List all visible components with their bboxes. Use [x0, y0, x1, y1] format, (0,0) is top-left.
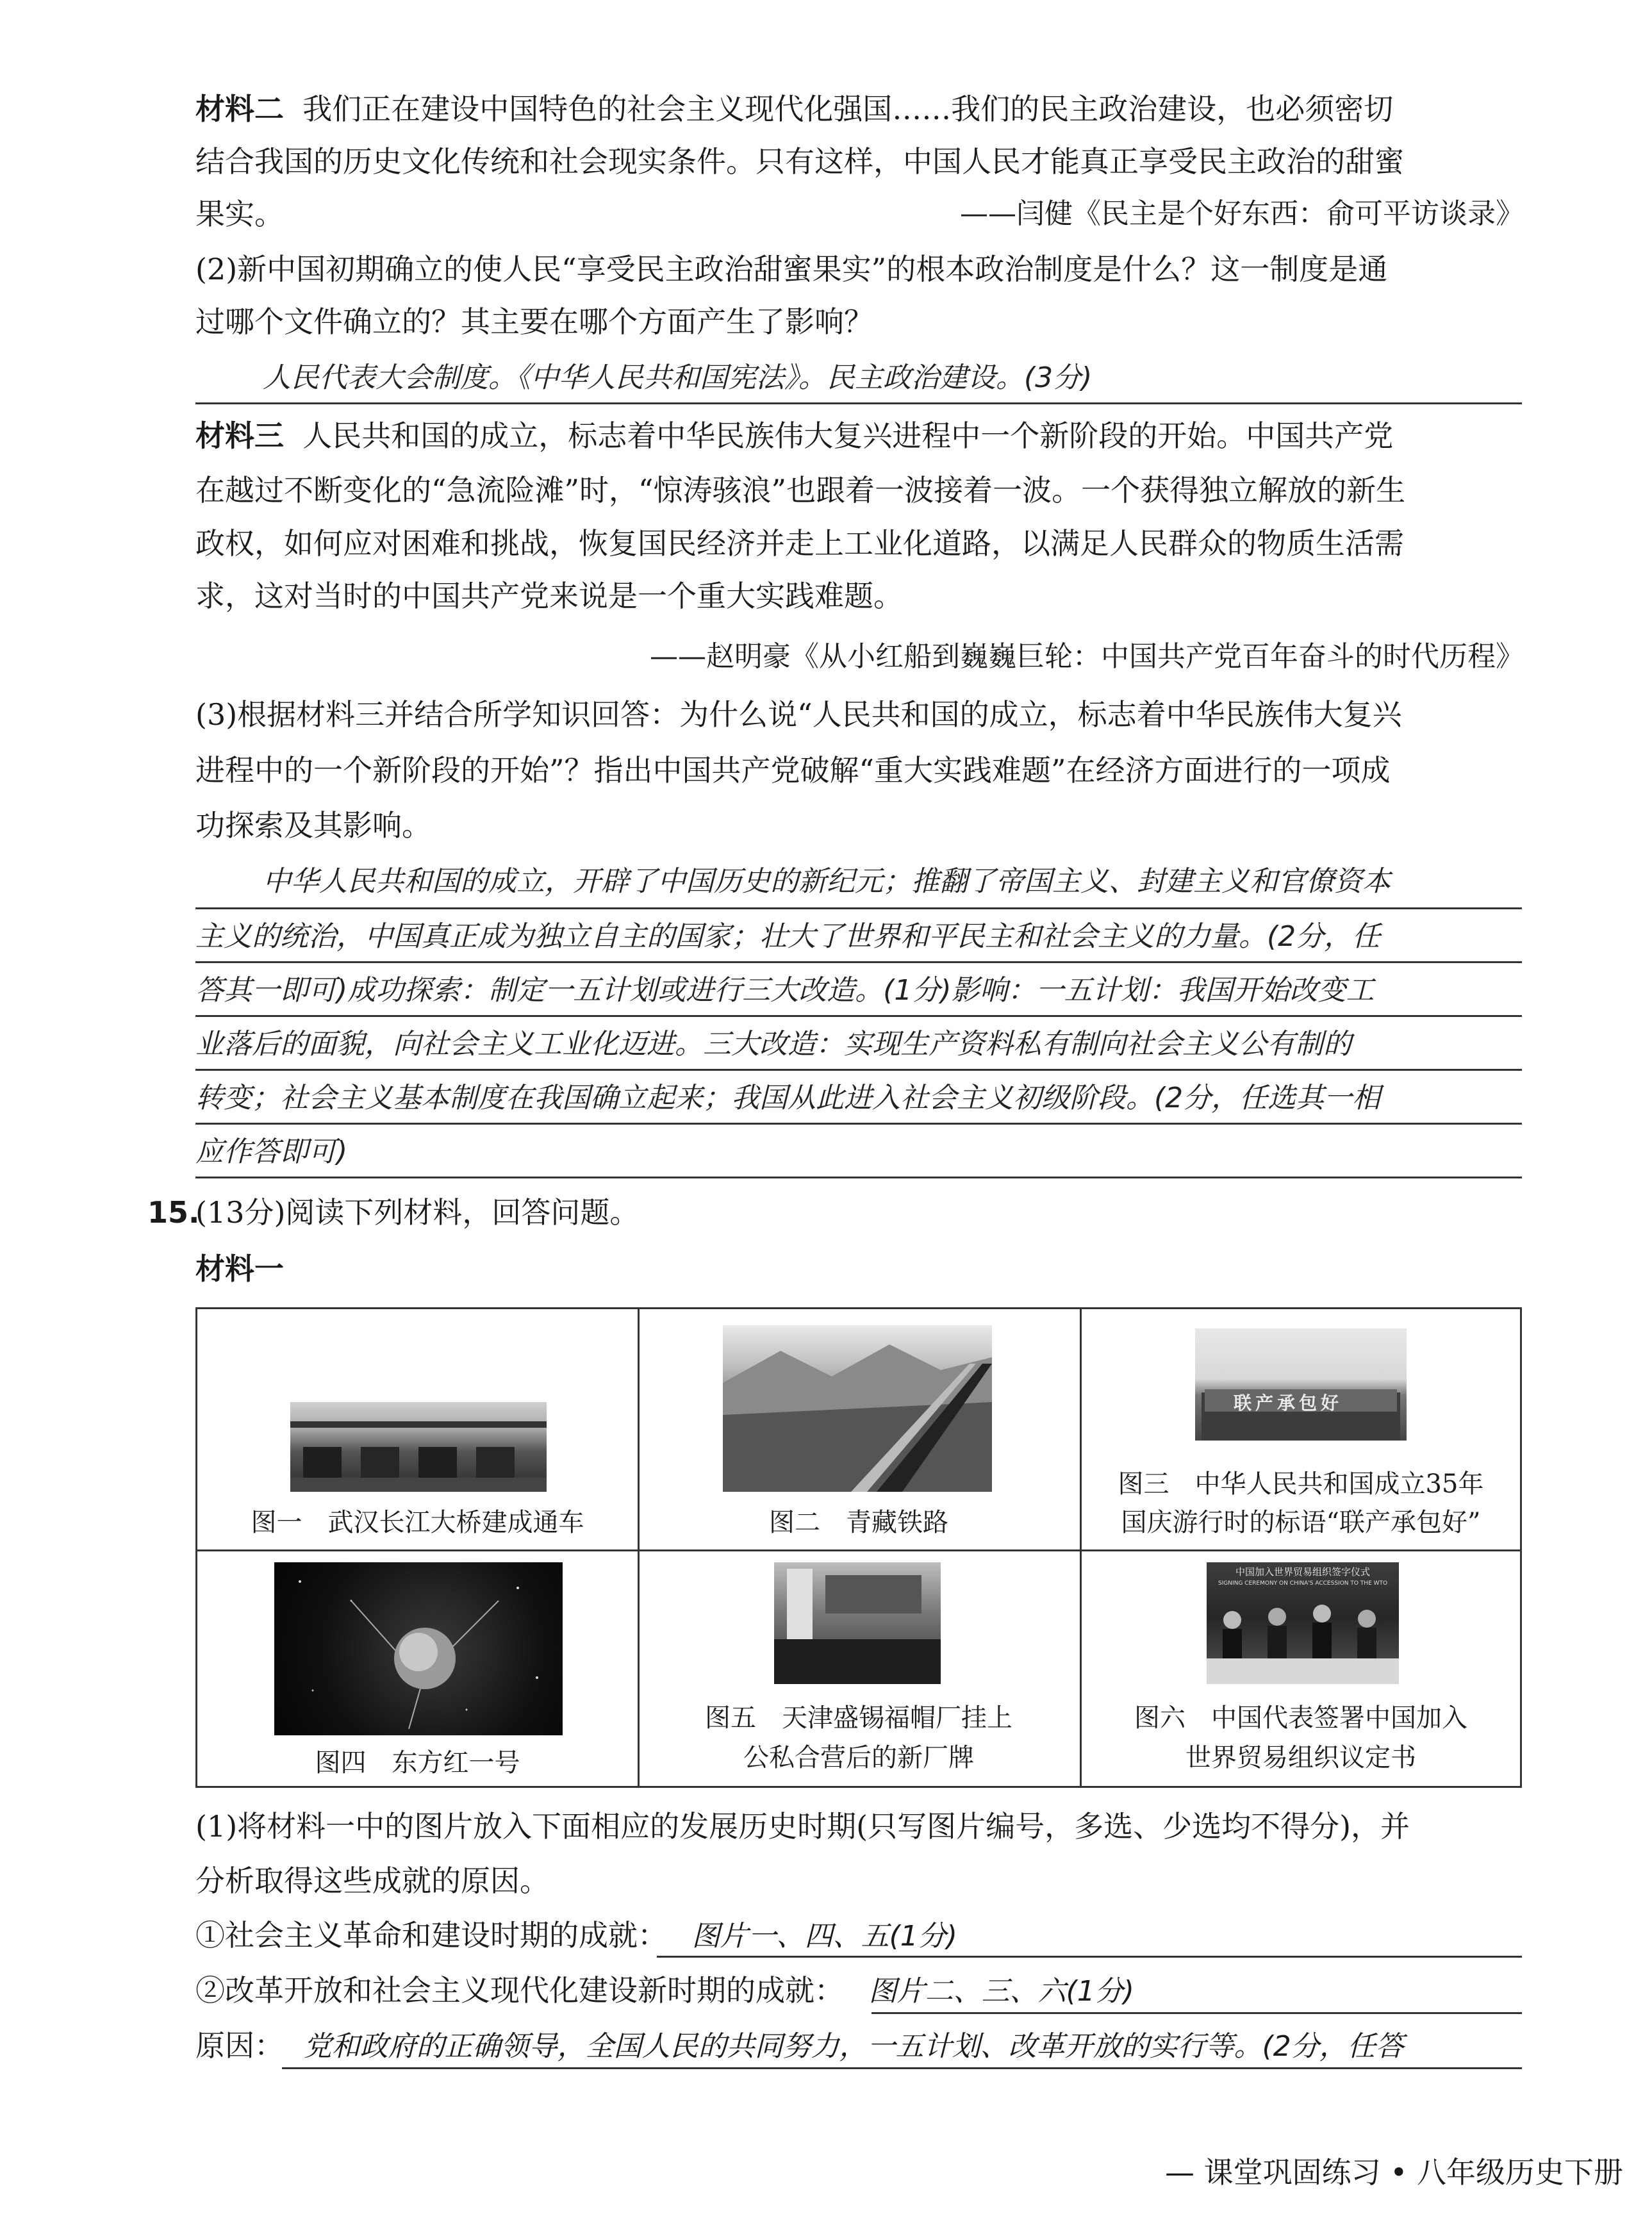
figure-caption: 图二 青藏铁路	[769, 1508, 948, 1537]
figure-caption: 图一 武汉长江大桥建成通车	[251, 1508, 584, 1537]
q3-answer-line: 答其一即可)成功探索：制定一五计划或进行三大改造。(1分)影响：一五计划：我国开始改变工	[195, 974, 1375, 1007]
page-footer: — 课堂巩固练习 • 八年级历史下册	[1165, 2155, 1623, 2190]
q3-line1: (3)根据材料三并结合所学知识回答：为什么说“人民共和国的成立，标志着中华民族伟大复兴	[195, 697, 1402, 732]
question-number: 15.	[147, 1195, 200, 1230]
q3-line3: 功探索及其影响。	[195, 808, 431, 843]
figure-caption: 图四 东方红一号	[315, 1748, 520, 1778]
photo-wuhan-bridge	[290, 1402, 547, 1492]
figure-caption: 国庆游行时的标语“联产承包好”	[1121, 1508, 1481, 1537]
figure-caption: 图六 中国代表签署中国加入	[1134, 1703, 1467, 1733]
period1-label: ①社会主义革命和建设时期的成就：	[195, 1918, 667, 1953]
answer-underline	[195, 1069, 1522, 1071]
answer-underline	[871, 2012, 1522, 2014]
photo-parade-slogan	[1195, 1328, 1407, 1441]
q3-answer-line: 转变；社会主义基本制度在我国确立起来；我国从此进入社会主义初级阶段。(2分，任选其一相	[195, 1082, 1381, 1114]
period2-answer: 图片二、三、六(1分)	[868, 1975, 1134, 2008]
material3-label: 材料三	[195, 418, 284, 453]
material2-line3: 果实。	[195, 197, 284, 231]
material3-text1: 人民共和国的成立，标志着中华民族伟大复兴进程中一个新阶段的开始。中国共产党	[302, 418, 1394, 453]
material3-line4: 求，这对当时的中国共产党来说是一个重大实践难题。	[195, 579, 903, 613]
q15-sub1-line1: (1)将材料一中的图片放入下面相应的发展历史时期(只写图片编号，多选、少选均不得分)，并	[195, 1809, 1410, 1844]
period1-answer: 图片一、四、五(1分)	[691, 1920, 957, 1953]
q3-line2: 进程中的一个新阶段的开始”？指出中国共产党破解“重大实践难题”在经济方面进行的一项成	[195, 753, 1391, 788]
material1-label: 材料一	[195, 1252, 284, 1286]
period1-row	[195, 1916, 1522, 1956]
answer-underline	[195, 402, 1522, 404]
answer-underline	[195, 1123, 1522, 1125]
photo-wto-signing	[1207, 1562, 1399, 1684]
material3-line3: 政权，如何应对困难和挑战，恢复国民经济并走上工业化道路，以满足人民群众的物质生活需	[195, 526, 1404, 561]
period2-label: ②改革开放和社会主义现代化建设新时期的成就：	[195, 1973, 844, 2008]
q3-answer-line: 主义的统治，中国真正成为独立自主的国家；壮大了世界和平民主和社会主义的力量。(2分，任	[195, 920, 1381, 953]
q15-sub1-line2: 分析取得这些成就的原因。	[195, 1863, 549, 1898]
answer-underline	[195, 1015, 1522, 1017]
figure-caption: 公私合营后的新厂牌	[743, 1743, 974, 1772]
wto-banner-english: SIGNING CEREMONY ON CHINA'S ACCESSION TO THE WTO	[1218, 1580, 1388, 1587]
figure-caption: 图三 中华人民共和国成立35年	[1118, 1469, 1484, 1499]
answer-underline	[195, 1177, 1522, 1178]
photo-qinghai-tibet-railway	[723, 1325, 992, 1492]
wto-banner-chinese: 中国加入世界贸易组织签字仪式	[1235, 1566, 1370, 1578]
q2-answer: 人民代表大会制度。《中华人民共和国宪法》。民主政治建设。(3分)	[263, 361, 1093, 394]
q3-answer-line: 应作答即可)	[195, 1136, 348, 1168]
photo-factory-sign	[774, 1562, 941, 1684]
period2-row	[195, 1971, 1522, 2011]
material2-text1: 我们正在建设中国特色的社会主义现代化强国……我们的民主政治建设，也必须密切	[302, 92, 1394, 126]
answer-underline	[657, 1956, 1522, 1958]
q3-answer-line: 中华人民共和国的成立，开辟了中国历史的新纪元；推翻了帝国主义、封建主义和官僚资本	[263, 865, 1391, 898]
photo-dongfanghong-satellite	[274, 1562, 563, 1735]
q15-stem: (13分)阅读下列材料，回答问题。	[195, 1195, 640, 1230]
material2-label: 材料二	[195, 92, 284, 126]
material2-line1	[195, 90, 1522, 128]
material3-source: ——赵明豪《从小红船到巍巍巨轮：中国共产党百年奋斗的时代历程》	[650, 640, 1524, 673]
answer-underline	[282, 2067, 1522, 2069]
q2-line1: (2)新中国初期确立的使人民“享受民主政治甜蜜果实”的根本政治制度是什么？这一制度是通	[195, 252, 1388, 286]
grid-divider	[197, 1549, 1520, 1551]
reason-row	[195, 2026, 1522, 2066]
reason-answer: 党和政府的正确领导，全国人民的共同努力，一五计划、改革开放的实行等。(2分，任答	[303, 2030, 1404, 2063]
q3-answer-line: 业落后的面貌，向社会主义工业化迈进。三大改造：实现生产资料私有制向社会主义公有制的	[195, 1028, 1351, 1061]
q2-line2: 过哪个文件确立的？其主要在哪个方面产生了影响？	[195, 304, 873, 339]
material2-source: ——闫健《民主是个好东西：俞可平访谈录》	[960, 197, 1524, 230]
figure-caption: 世界贸易组织议定书	[1185, 1743, 1416, 1772]
reason-label: 原因：	[195, 2028, 284, 2063]
material2-line2: 结合我国的历史文化传统和社会现实条件。只有这样，中国人民才能真正享受民主政治的甜蜜	[195, 144, 1404, 179]
material3-line1	[195, 417, 1522, 455]
figure-caption: 图五 天津盛锡福帽厂挂上	[705, 1703, 1012, 1733]
material3-line2: 在越过不断变化的“急流险滩”时，“惊涛骇浪”也跟着一波接着一波。一个获得独立解放的新生	[195, 473, 1406, 508]
figure-grid	[195, 1307, 1522, 1788]
parade-sign-text: 联产承包好	[1234, 1392, 1343, 1414]
answer-underline	[195, 961, 1522, 963]
answer-underline	[195, 907, 1522, 909]
